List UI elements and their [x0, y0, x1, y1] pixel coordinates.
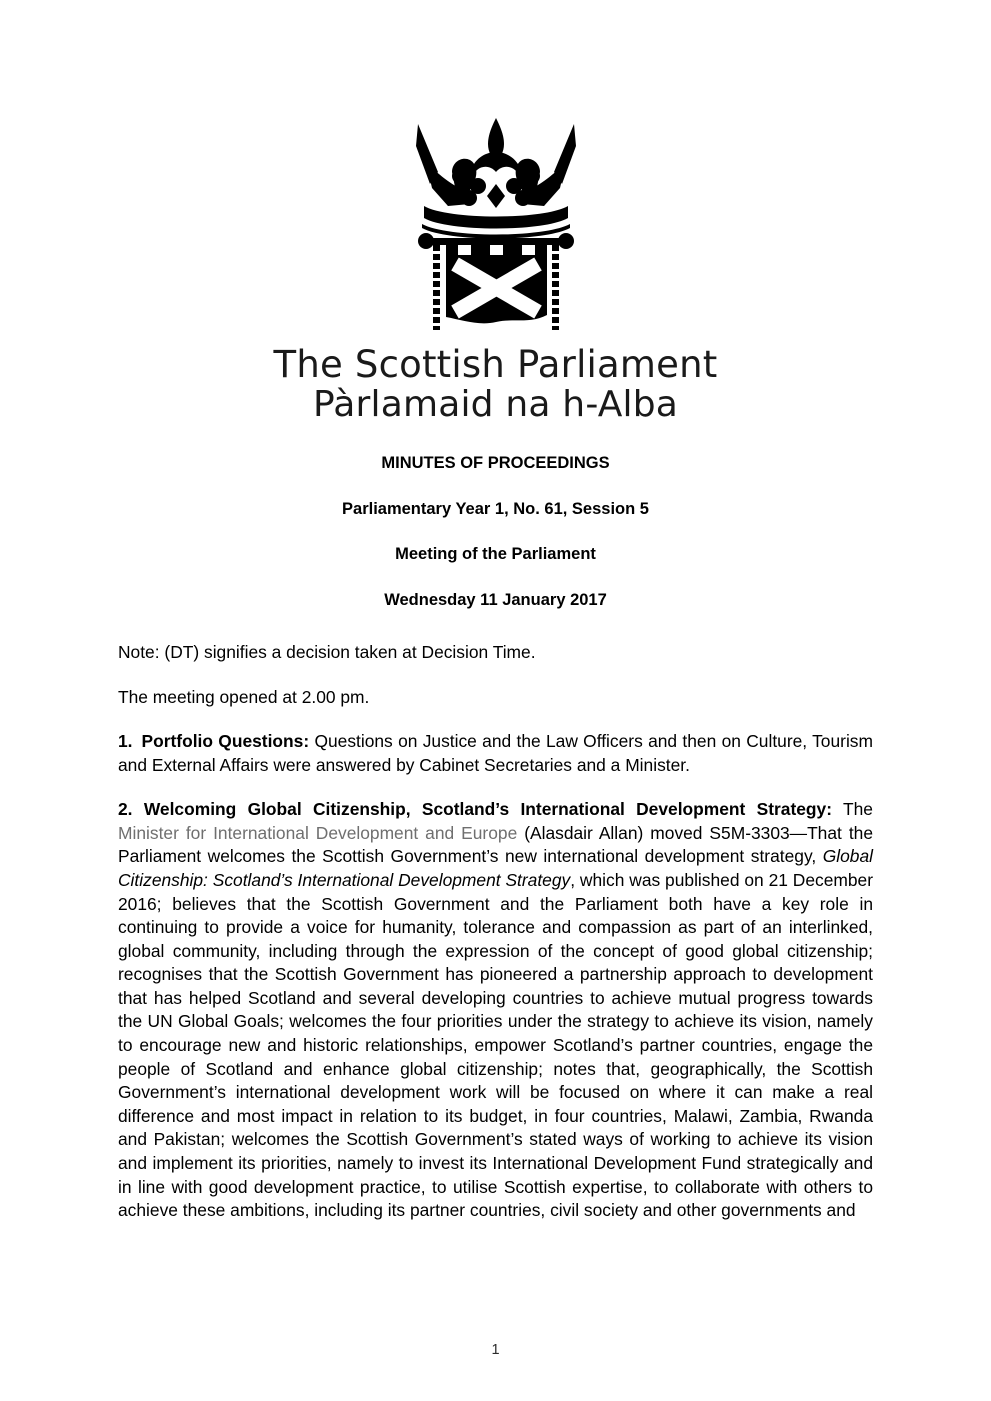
decision-time-note: Note: (DT) signifies a decision taken at Decision Time.	[118, 641, 536, 662]
wordmark-english: The Scottish Parliament	[273, 343, 718, 386]
date-line: Wednesday 11 January 2017	[384, 591, 607, 610]
minister-link[interactable]: Minister for International Development and Europe	[118, 822, 518, 843]
item-2-number: 2.	[118, 799, 133, 820]
scottish-parliament-crest-icon	[408, 112, 584, 330]
item-2-paragraph	[118, 798, 873, 1222]
title-block	[0, 454, 991, 611]
wordmark-gaelic: Pàrlamaid na h-Alba	[312, 384, 679, 426]
meeting-opened-line: The meeting opened at 2.00 pm.	[118, 686, 370, 707]
strategy-title: Global Citizenship: Scotland’s International Development Strategy	[118, 846, 873, 890]
wordmark	[0, 344, 991, 426]
crest-block	[0, 0, 991, 330]
document-body	[118, 611, 873, 1223]
item-1-paragraph	[118, 730, 873, 777]
item-1-body: Questions on Justice and the Law Officers and then on Culture, Tourism and External Affairs were answered by Cabinet Secretaries and a Minister.	[118, 731, 873, 775]
item-2-title: Welcoming Global Citizenship, Scotland’s International Development Strategy:	[143, 799, 833, 820]
document-heading: MINUTES OF PROCEEDINGS	[381, 453, 610, 472]
page-number: 1	[491, 1342, 500, 1358]
minister-name: (Alasdair Allan)	[524, 822, 644, 843]
item-1-number: 1.	[118, 731, 133, 752]
item-2-lead-in: The	[843, 799, 873, 820]
item-2-body: , which was published on 21 December 2016; believes that the Scottish Government and the Parliament both have a key role in continuing to provide a voice for humanity, tolerance and compassion as part of an interlinked, global community, including through the expression of the concept of good global citizenship; recognises that the Scottish Government has pioneered a partnership approach to development that has helped Scotland and several developing countries to achieve mutual progress towards the UN Global Goals; welcomes the four priorities under the strategy to achieve its vision, namely to encourage new and historic relationships, empower Scotland’s partner countries, engage the people of Scotland and enhance global citizenship; notes that, geographically, the Scottish Government’s international development work will be focused on where it can make a real difference and most impact in relation to its budget, in four countries, Malawi, Zambia, Rwanda and Pakistan; welcomes the Scottish Government’s stated ways of working to achieve its vision and implement its priorities, namely to invest its International Development Fund strategically and in line with good development practice, to utilise Scottish expertise, to collaborate with others to achieve these ambitions, including its partner countries, civil society and other governments and	[118, 869, 874, 1221]
session-line: Parliamentary Year 1, No. 61, Session 5	[342, 499, 649, 518]
item-2-motion-intro: moved S5M-3303—That the Parliament welcomes the Scottish Government’s new international development strategy,	[118, 822, 873, 867]
item-1-title: Portfolio Questions:	[141, 731, 310, 752]
meeting-line: Meeting of the Parliament	[395, 545, 596, 564]
